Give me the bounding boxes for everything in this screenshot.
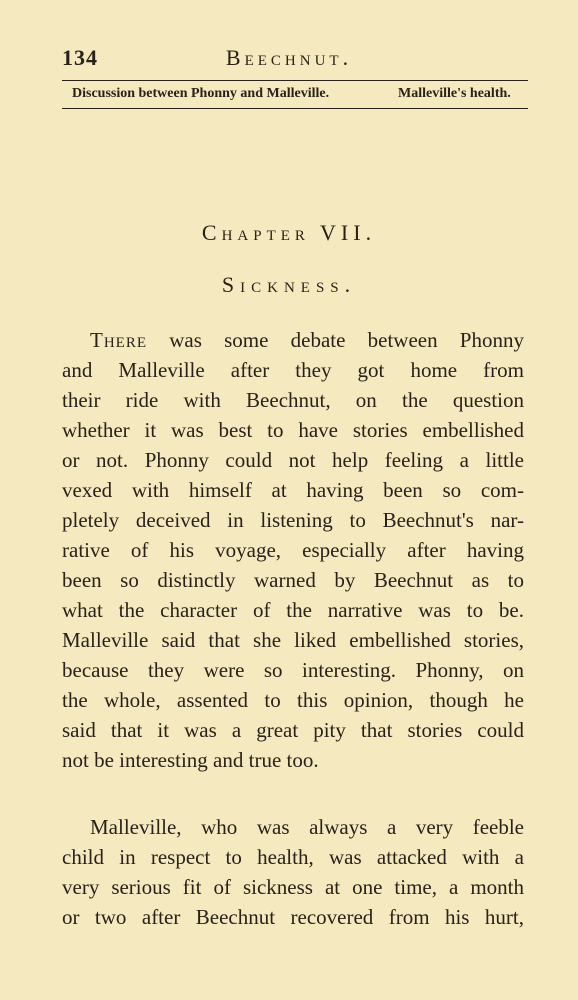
paragraph-line: or two after Beechnut recovered from his hurt, bbox=[62, 905, 524, 929]
paragraph-line: Malleville, who was always a very feeble bbox=[90, 815, 524, 839]
chapter-subtitle: Sickness. bbox=[221, 272, 357, 297]
lead-word: There bbox=[90, 328, 147, 352]
header-rule-top bbox=[62, 80, 528, 81]
page-number: 134 bbox=[62, 45, 98, 70]
running-title: Beechnut. bbox=[225, 45, 353, 70]
paragraph-line: child in respect to health, was attacked with a bbox=[62, 845, 524, 869]
paragraph-line: because they were so interesting. Phonny, on bbox=[62, 658, 524, 682]
paragraph-line: very serious fit of sickness at one time, a month bbox=[62, 875, 524, 899]
paragraph-line: or not. Phonny could not help feeling a little bbox=[62, 448, 524, 472]
paragraph-line bbox=[90, 325, 524, 355]
paragraph-line: what the character of the narrative was to be. bbox=[62, 598, 524, 622]
topic-right: Malleville's health. bbox=[398, 86, 511, 101]
paragraph-line: rative of his voyage, especially after having bbox=[62, 538, 524, 562]
chapter-heading: Chapter VII. bbox=[201, 220, 377, 245]
paragraph-line: Malleville said that she liked embellished stories, bbox=[62, 628, 524, 652]
paragraph-line: their ride with Beechnut, on the question bbox=[62, 388, 524, 412]
first-line-rest: was some debate between Phonny bbox=[147, 328, 524, 352]
paragraph-line: vexed with himself at having been so com- bbox=[62, 478, 524, 502]
paragraph-line: said that it was a great pity that stories could bbox=[62, 718, 524, 742]
paragraph-line: and Malleville after they got home from bbox=[62, 358, 524, 382]
topic-left: Discussion between Phonny and Malleville. bbox=[72, 86, 330, 101]
paragraph-line: not be interesting and true too. bbox=[62, 748, 319, 772]
paragraph-line: been so distinctly warned by Beechnut as to bbox=[62, 568, 524, 592]
paragraph-line: pletely deceived in listening to Beechnut's nar- bbox=[62, 508, 524, 532]
paragraph-line: the whole, assented to this opinion, though he bbox=[62, 688, 524, 712]
paragraph-line: whether it was best to have stories embellished bbox=[62, 418, 524, 442]
header-rule-bottom bbox=[62, 108, 528, 109]
